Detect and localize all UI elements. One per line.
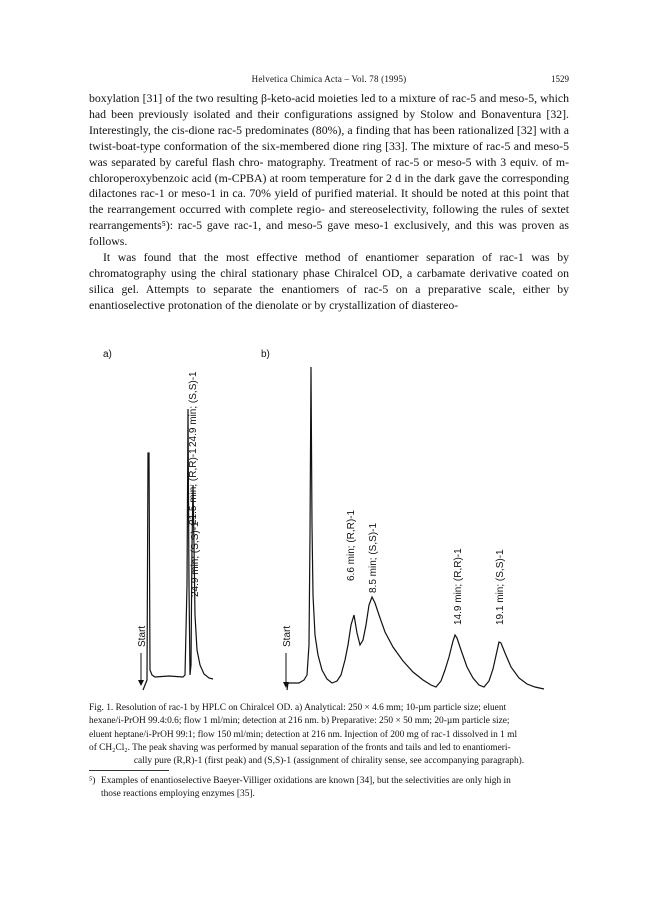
body-text [89,91,569,314]
start-arrow-a [138,680,144,686]
body-line: It was found that the most effective method of enantiomer separation of rac-1 was by [103,250,569,265]
body-line: meso-5, which had been previously isolated and their configurations assigned by Stolow [89,91,569,121]
body-line: (m-CPBA) at room temperature for 2 d in the dark gave the corresponding dilactones [89,170,569,201]
body-line: of sextet rearrangements⁵): rac-5 gave rac-1, and meso-5 gave meso-1 exclusively, and [89,202,569,233]
panel-a-label: a) [103,349,112,360]
peak-label-b2: 8.5 min; (S,S)-1 [368,522,379,593]
chromatogram-figure [89,335,569,695]
caption-line: Fig. 1. Resolution of rac-1 by HPLC on Chiralcel OD. a) Analytical: 250 × 4.6 mm; 10-µm particle size; eluent [89,703,507,713]
footnote-line-2: those reactions employing enzymes [35]. [101,789,255,800]
body-line: the rearrangement occurred with complete regio- and stereoselectivity, following the rules [89,202,524,217]
footnote-divider [89,770,169,771]
start-label-a: Start [137,625,148,647]
body-line: either by enantioselective protonation of the dienolate or by crystallization of diastereo- [89,281,569,312]
body-line: dione ring [33]. The mixture of rac-5 and meso-5 was separated by careful flash chro- [89,138,569,169]
caption-line: of CH₂Cl₂. The peak shaving was performed by manual separation of the fronts and tails and led to enantiomeri- [89,742,511,753]
running-header [89,74,569,90]
body-line: rac-1 or meso-1 in ca. 70% yield of purified material. It should be noted at this point that [140,186,569,201]
footnote-line-1 [89,775,569,788]
chromatogram-svg [89,335,569,695]
footnote [89,775,569,802]
footnote-text: Examples of enantioselective Baeyer-Villiger oxidations are known [34], but the selectivities are only high in [101,776,511,786]
footnote-number: ⁵) [89,776,96,786]
body-line: matography. Treatment of rac-5 or meso-5 with 3 equiv. of m-chloroperoxybenzoic acid [89,154,569,185]
page-number: 1529 [551,74,569,84]
body-line: this was proven as follows. [89,218,570,249]
peak-label-b1: 6.6 min; (R,R)-1 [346,509,357,581]
caption-line: hexane/i-PrOH 99.4:0.6; flow 1 ml/min; detection at 216 nm. b) Preparative: 250 × 50 mm; 20-µm particle size; [89,716,510,727]
peak-label-a3: 24.9 min; (S,S)-1 [190,521,201,597]
body-line: boxylation [31] of the two resulting β-keto-acid moieties led to a mixture of rac-5 and [89,91,497,105]
start-label-b: Start [282,625,293,647]
trace-a [143,409,213,690]
peak-label-a1: 21.5 min; (R,R)-1 [188,448,199,525]
peak-label-a2: 24.9 min; (S,S)-1 [188,371,199,447]
caption-line: eluent heptane/i-PrOH 99:1; flow 150 ml/min; detection at 216 nm. Injection of 200 mg of rac-1 dissolved in 1 ml [89,729,518,740]
journal-title: Helvetica Chimica Acta – Vol. 78 (1995) [251,74,407,84]
peak-label-b3: 14.9 min; (R,R)-1 [453,548,464,625]
peak-label-b4: 19.1 min; (S,S)-1 [495,549,506,625]
body-line: that has been rationalized [32] with a twist-boat-type conformation of the six-membered [89,122,570,153]
trace-b [287,367,544,690]
body-line: coated on silica gel. Attempts to separate the enantiomers of rac-5 on a preparative scale, [89,265,569,296]
panel-b-label: b) [261,349,270,360]
body-line: chromatography using the chiral stationary phase Chiralcel OD, a carbamate derivative [89,265,518,280]
figure-caption [89,702,569,768]
paragraph-2 [89,250,569,314]
body-line: and Bonaventura [32]. Interestingly, the cis-dione rac-5 predominates (80%), a finding [89,106,569,137]
paragraph-1 [89,91,569,250]
caption-line: cally pure (R,R)-1 (first peak) and (S,S)-1 (assignment of chirality sense, see accompanying paragraph). [133,756,525,767]
